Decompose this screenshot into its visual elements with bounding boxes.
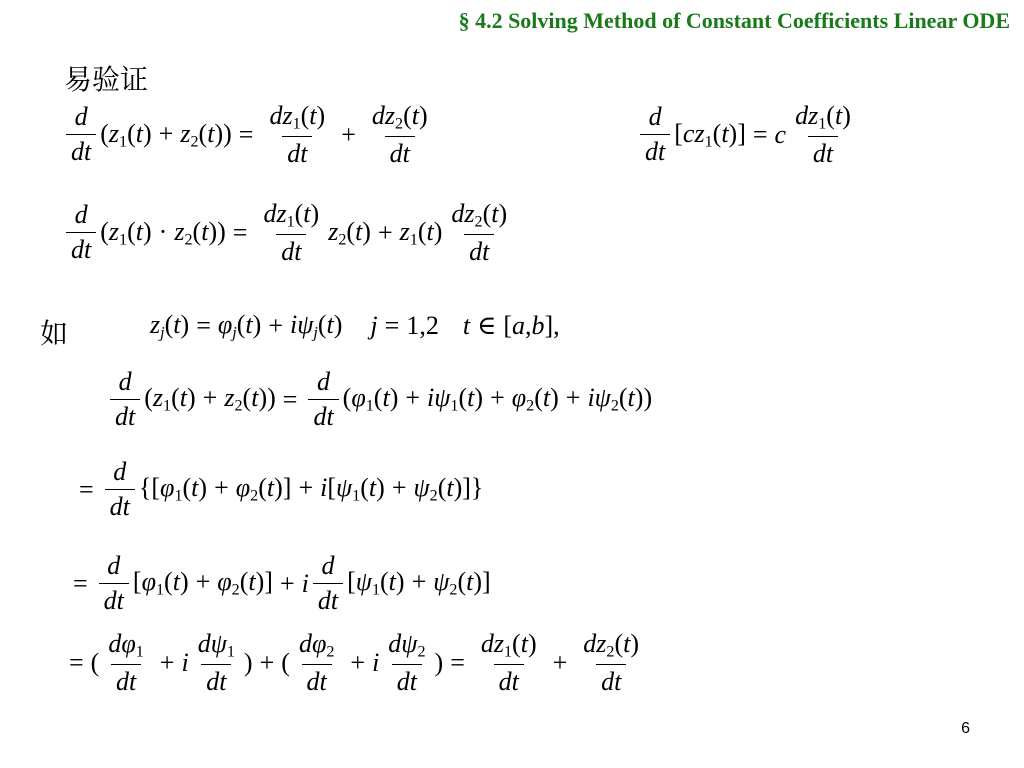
equation-derivation-step-3: = $\frac{d}{dt}$ $[\varphi_1(t) + \varphi_2(t)]$ + i $\frac{d}{dt}$ $[\psi_1(t) + \psi_2(t)]$: [73, 551, 491, 616]
equation-product-rule: $\frac{d}{dt}$ $(z_1(t) \cdot z_2(t))$ = $\frac{dz_1(t)}{dt}$ $z_2(t)$ + $z_1(t)$ $\frac{dz_2(t)}{dt}$: [62, 200, 516, 266]
slide-title: § 4.2 Solving Method of Constant Coefficients Linear ODE: [458, 8, 1010, 33]
equation-constant-rule: $\frac{d}{dt}$ $[cz_1(t)]$ = c $\frac{dz_1(t)}{dt}$: [636, 102, 860, 168]
page-number: 6: [961, 720, 970, 737]
equation-definition: $z_j(t)$ = $\varphi_j(t)$ + $i\psi_j(t)$ j = 1,2 t ∈ [a,b],: [150, 310, 560, 342]
if-label: 如: [40, 317, 69, 350]
easy-verify-label: 易验证: [64, 63, 149, 96]
equation-derivation-step-1: $\frac{d}{dt}$ $(z_1(t) + z_2(t))$ = $\frac{d}{dt}$ $(\varphi_1(t) + i\psi_1(t) + \varphi_2(t) + i\psi_2(t))$: [106, 368, 652, 431]
equation-sum-rule: $\frac{d}{dt}$ $(z_1(t) + z_2(t))$ = $\frac{dz_1(t)}{dt}$ + $\frac{dz_2(t)}{dt}$: [62, 102, 437, 168]
equation-derivation-result: = ( $\frac{d\varphi_1}{dt}$ + i $\frac{d\psi_1}{dt}$ ) + ( $\frac{d\varphi_2}{dt}$ + i $\frac{d\psi_2}{dt}$ ) = $\frac{dz_1(t)}{dt}$ + $\frac{dz_2(t)}{dt}$: [69, 629, 640, 696]
equation-derivation-step-2: = $\frac{d}{dt}$ $\{[\varphi_1(t) + \varphi_2(t)] + i[\psi_1(t) + \psi_2(t)]\}$: [79, 457, 484, 522]
